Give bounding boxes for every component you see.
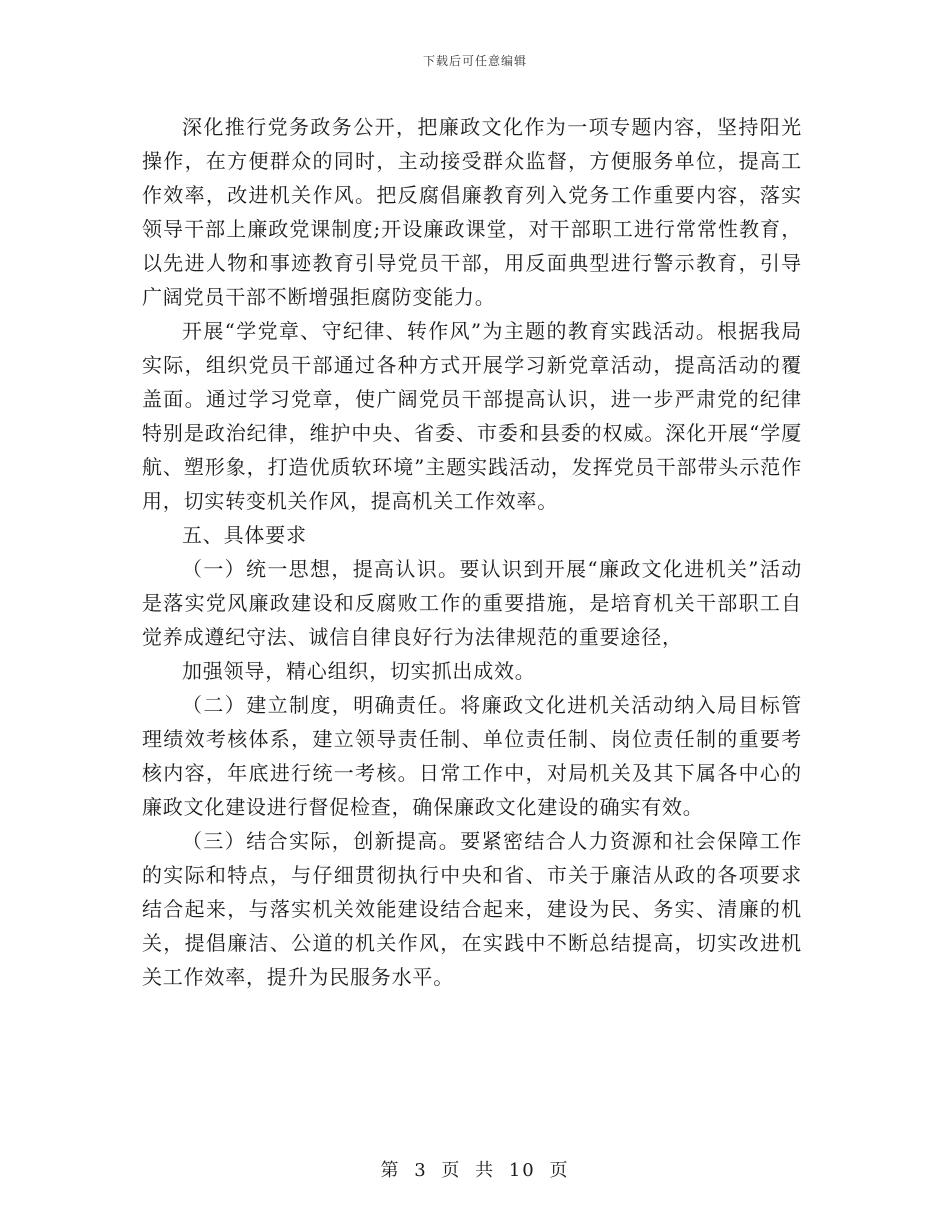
section-heading-requirements: 五、具体要求 xyxy=(182,523,307,547)
paragraph-education-practice: 开展“学党章、守纪律、转作风”为主题的教育实践活动。根据我局实际，组织党员干部通过各种方式开展学习新党章活动，提高活动的覆盖面。通过学习党章，使广阔党员干部提高认识，进一步严肃党的纪律特别是政治纪律，维护中央、省委、市委和县委的权威。深化开展“学厦航、塑形象，打造优质软环境”主题实践活动，发挥党员干部带头示范作用，切实转变机关作风，提高机关工作效率。 xyxy=(142,319,802,513)
paragraph-requirement-1-continued: 加强领导，精心组织，切实抓出成效。 xyxy=(182,659,536,683)
document-body xyxy=(142,110,802,994)
page-number-footer: 第 3 页 共 10 页 xyxy=(380,1160,570,1181)
paragraph-requirement-1: （一）统一思想，提高认识。要认识到开展“廉政文化进机关”活动是落实党风廉政建设和反腐败工作的重要措施，是培育机关干部职工自觉养成遵纪守法、诚信自律良好行为法律规范的重要途径， xyxy=(142,557,802,649)
page-header: 下载后可任意编辑 xyxy=(422,54,527,68)
paragraph-requirement-3: （三）结合实际，创新提高。要紧密结合人力资源和社会保障工作的实际和特点，与仔细贯彻执行中央和省、市关于廉洁从政的各项要求结合起来，与落实机关效能建设结合起来，建设为民、务实、清廉的机关，提倡廉洁、公道的机关作风，在实践中不断总结提高，切实改进机关工作效率，提升为民服务水平。 xyxy=(142,829,802,989)
paragraph-requirement-2: （二）建立制度，明确责任。将廉政文化进机关活动纳入局目标管理绩效考核体系，建立领导责任制、单位责任制、岗位责任制的重要考核内容，年底进行统一考核。日常工作中，对局机关及其下属各中心的廉政文化建设进行督促检查，确保廉政文化建设的确实有效。 xyxy=(142,693,802,819)
paragraph-party-affairs-openness: 深化推行党务政务公开，把廉政文化作为一项专题内容，坚持阳光操作，在方便群众的同时，主动接受群众监督，方便服务单位，提高工作效率，改进机关作风。把反腐倡廉教育列入党务工作重要内容，落实领导干部上廉政党课制度;开设廉政课堂，对干部职工进行常常性教育，以先进人物和事迹教育引导党员干部，用反面典型进行警示教育，引导广阔党员干部不断增强拒腐防变能力。 xyxy=(142,115,802,309)
